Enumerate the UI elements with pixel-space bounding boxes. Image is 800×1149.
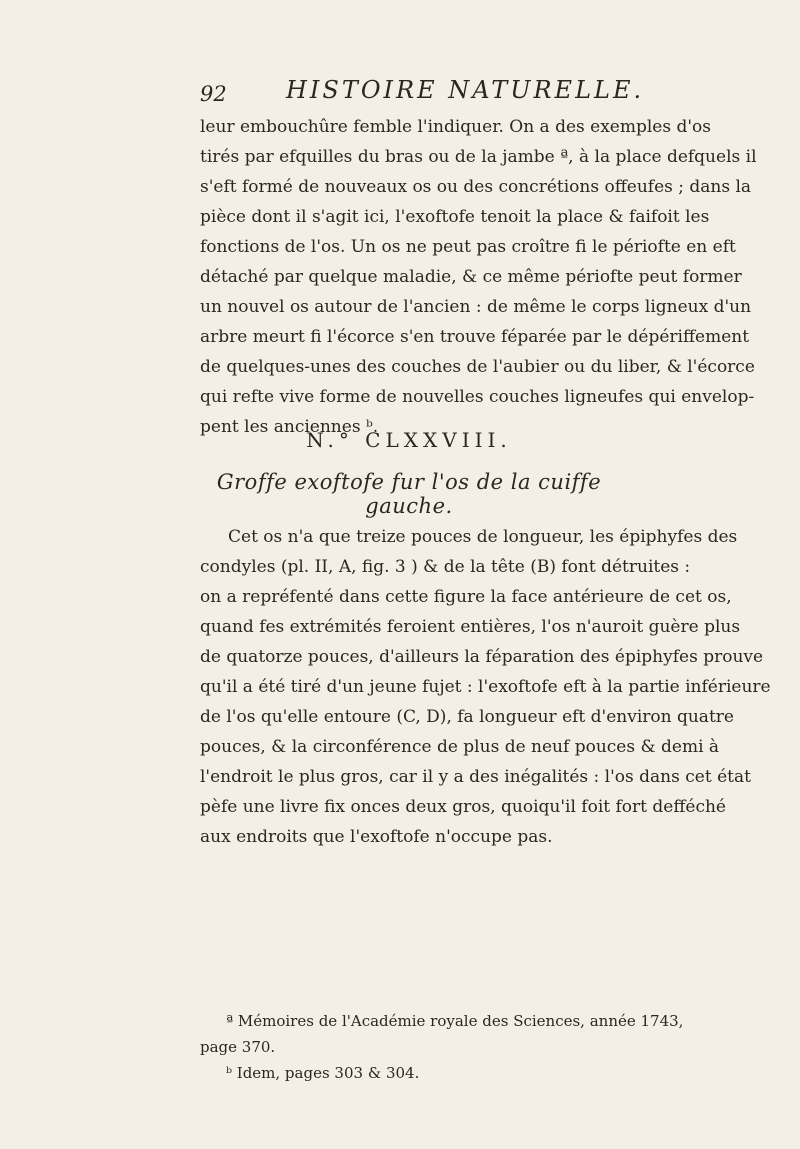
text-line: pouces, & la circonférence de plus de neuf pouces & demi à [200,737,720,757]
text-line: Cet os n'a que treize pouces de longueur, les épiphyfes des [228,527,738,547]
footnote-b: ᵇ Idem, pages 303 & 304. [226,1064,420,1082]
footnote-a: ª Mémoires de l'Académie royale des Sciences, année 1743, [226,1012,684,1030]
text-line: qu'il a été tiré d'un jeune fujet : l'exoftofe eft à la partie inférieure [200,677,771,697]
text-line: condyles (pl. II, A, fig. 3 ) & de la tête (B) font détruites : [200,557,691,577]
section-title: Groffe exoftofe fur l'os de la cuiffe gauche. [216,470,602,518]
text-line: détaché par quelque maladie, & ce même périofte peut former [200,267,742,287]
section-number: N.° CLXXVIII. [306,428,512,452]
text-line: pent les anciennes ᵇ. [200,417,379,437]
paragraph-2 [200,522,771,852]
text-line: tirés par efquilles du bras ou de la jambe ª, à la place defquels il [200,147,757,167]
text-line: aux endroits que l'exoftofe n'occupe pas. [200,827,553,847]
page-number: 92 [200,82,227,106]
text-line: leur embouchûre femble l'indiquer. On a des exemples d'os [200,117,712,137]
text-line: fonctions de l'os. Un os ne peut pas croître fi le périofte en eft [200,237,736,257]
running-head: HISTOIRE NATURELLE. [286,76,645,104]
text-line: un nouvel os autour de l'ancien : de même le corps ligneux d'un [200,297,752,317]
text-line: de quelques-unes des couches de l'aubier ou du liber, & l'écorce [200,357,755,377]
text-line: qui refte vive forme de nouvelles couches ligneufes qui envelop- [200,387,755,407]
page-header [200,76,645,116]
paragraph-1 [200,112,757,442]
text-line: arbre meurt fi l'écorce s'en trouve féparée par le dépériffement [200,327,750,347]
text-line: pièce dont il s'agit ici, l'exoftofe tenoit la place & faifoit les [200,207,710,227]
text-line: on a repréfenté dans cette figure la face antérieure de cet os, [200,587,732,607]
text-line: quand fes extrémités feroient entières, l'os n'auroit guère plus [200,617,741,637]
footnote-a-continued: page 370. [200,1038,276,1056]
text-line: pèfe une livre fix onces deux gros, quoiqu'il foit fort defféché [200,797,726,817]
text-line: l'endroit le plus gros, car il y a des inégalités : l'os dans cet état [200,767,751,787]
text-line: de quatorze pouces, d'ailleurs la féparation des épiphyfes prouve [200,647,764,667]
text-line: s'eft formé de nouveaux os ou des concrétions offeufes ; dans la [200,177,752,197]
text-line: de l'os qu'elle entoure (C, D), fa longueur eft d'environ quatre [200,707,734,727]
footnotes [200,1008,684,1086]
